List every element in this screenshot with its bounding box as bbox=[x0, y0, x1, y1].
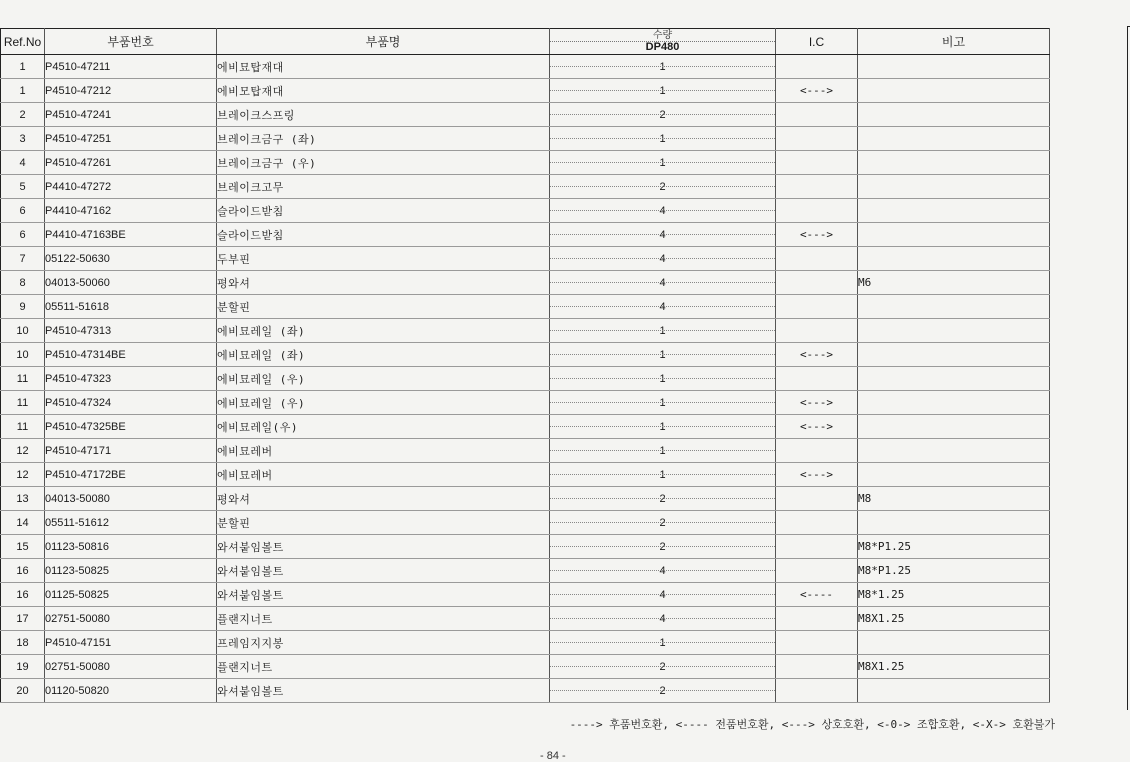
part-number-cell: P4510-47261 bbox=[45, 151, 217, 175]
quantity-cell bbox=[550, 151, 776, 175]
quantity-dotted-rule bbox=[550, 282, 775, 283]
interchange-cell bbox=[776, 271, 858, 295]
quantity-value: 1 bbox=[659, 637, 666, 649]
table-row bbox=[1, 151, 1050, 175]
part-name-cell: 와셔붙임볼트 bbox=[217, 583, 550, 607]
part-number-cell: 05511-51618 bbox=[45, 295, 217, 319]
part-name-cell: 에비묘레버 bbox=[217, 463, 550, 487]
quantity-dotted-rule bbox=[550, 138, 775, 139]
quantity-value: 4 bbox=[659, 589, 666, 601]
part-name-cell: 슬라이드받침 bbox=[217, 223, 550, 247]
quantity-dotted-rule bbox=[550, 306, 775, 307]
part-name-cell: 분할핀 bbox=[217, 295, 550, 319]
ref-no-cell: 3 bbox=[1, 127, 45, 151]
quantity-cell bbox=[550, 127, 776, 151]
part-name-cell: 에비묘레일(우) bbox=[217, 415, 550, 439]
interchange-cell bbox=[776, 103, 858, 127]
part-number-cell: P4510-47313 bbox=[45, 319, 217, 343]
part-number-cell: P4410-47163BE bbox=[45, 223, 217, 247]
quantity-cell bbox=[550, 415, 776, 439]
quantity-value: 1 bbox=[659, 373, 666, 385]
part-number-cell: P4510-47211 bbox=[45, 55, 217, 79]
interchange-cell bbox=[776, 295, 858, 319]
note-header: 비고 bbox=[858, 29, 1050, 55]
note-cell bbox=[858, 511, 1050, 535]
quantity-dotted-rule bbox=[550, 234, 775, 235]
quantity-value: 1 bbox=[659, 133, 666, 145]
quantity-dotted-rule bbox=[550, 90, 775, 91]
table-row bbox=[1, 607, 1050, 631]
quantity-dotted-rule bbox=[550, 498, 775, 499]
part-name-cell: 에비모탑재대 bbox=[217, 79, 550, 103]
note-cell bbox=[858, 319, 1050, 343]
ref-no-cell: 4 bbox=[1, 151, 45, 175]
interchange-legend: ----> 후품번호환, <---- 전품번호환, <---> 상호호환, <-0-> 조합호환, <-X-> 호환불가 bbox=[569, 718, 1055, 731]
ref-no-cell: 2 bbox=[1, 103, 45, 127]
part-name-cell: 에비묘레일 (우) bbox=[217, 367, 550, 391]
note-cell bbox=[858, 415, 1050, 439]
page-number: - 84 - bbox=[540, 750, 566, 762]
note-cell bbox=[858, 439, 1050, 463]
quantity-dotted-rule bbox=[550, 450, 775, 451]
table-row bbox=[1, 535, 1050, 559]
table-row bbox=[1, 391, 1050, 415]
quantity-dotted-rule bbox=[550, 354, 775, 355]
part-name-cell: 두부핀 bbox=[217, 247, 550, 271]
quantity-dotted-rule bbox=[550, 642, 775, 643]
quantity-dotted-rule bbox=[550, 522, 775, 523]
part-name-cell: 에비묘레일 (좌) bbox=[217, 343, 550, 367]
quantity-value: 4 bbox=[659, 613, 666, 625]
quantity-value: 4 bbox=[659, 253, 666, 265]
quantity-value: 2 bbox=[659, 685, 666, 697]
table-header-row bbox=[1, 29, 1050, 55]
ref-no-cell: 8 bbox=[1, 271, 45, 295]
table-row bbox=[1, 79, 1050, 103]
quantity-value: 2 bbox=[659, 493, 666, 505]
interchange-cell: <---> bbox=[776, 463, 858, 487]
quantity-cell bbox=[550, 631, 776, 655]
part-name-cell: 에비묘레버 bbox=[217, 439, 550, 463]
quantity-dotted-rule bbox=[550, 618, 775, 619]
ref-no-cell: 11 bbox=[1, 391, 45, 415]
quantity-value: 1 bbox=[659, 469, 666, 481]
table-row bbox=[1, 319, 1050, 343]
quantity-value: 4 bbox=[659, 229, 666, 241]
quantity-value: 1 bbox=[659, 61, 666, 73]
interchange-cell: <---> bbox=[776, 343, 858, 367]
note-cell bbox=[858, 151, 1050, 175]
note-cell bbox=[858, 463, 1050, 487]
quantity-value: 2 bbox=[659, 517, 666, 529]
table-row bbox=[1, 511, 1050, 535]
note-cell bbox=[858, 679, 1050, 703]
part-name-cell: 평와셔 bbox=[217, 271, 550, 295]
quantity-dotted-rule bbox=[550, 210, 775, 211]
note-cell: M8X1.25 bbox=[858, 607, 1050, 631]
quantity-dotted-rule bbox=[550, 186, 775, 187]
quantity-value: 1 bbox=[659, 349, 666, 361]
ref-no-cell: 18 bbox=[1, 631, 45, 655]
ref-no-cell: 14 bbox=[1, 511, 45, 535]
ref-no-cell: 16 bbox=[1, 559, 45, 583]
ref-no-cell: 1 bbox=[1, 79, 45, 103]
table-row bbox=[1, 103, 1050, 127]
interchange-cell bbox=[776, 151, 858, 175]
part-name-cell: 에비묘탑재대 bbox=[217, 55, 550, 79]
note-cell: M6 bbox=[858, 271, 1050, 295]
part-number-cell: 04013-50080 bbox=[45, 487, 217, 511]
part-name-cell: 플랜지너트 bbox=[217, 655, 550, 679]
quantity-cell bbox=[550, 439, 776, 463]
table-row bbox=[1, 127, 1050, 151]
part-number-cell: 04013-50060 bbox=[45, 271, 217, 295]
ref-no-header: Ref.No bbox=[1, 29, 45, 55]
part-name-cell: 플랜지너트 bbox=[217, 607, 550, 631]
ref-no-cell: 10 bbox=[1, 343, 45, 367]
note-cell: M8*1.25 bbox=[858, 583, 1050, 607]
quantity-label: 수량 bbox=[652, 30, 673, 41]
ref-no-cell: 17 bbox=[1, 607, 45, 631]
ref-no-cell: 15 bbox=[1, 535, 45, 559]
part-number-cell: P4510-47251 bbox=[45, 127, 217, 151]
interchange-cell: <---- bbox=[776, 583, 858, 607]
part-number-cell: P4510-47151 bbox=[45, 631, 217, 655]
note-cell bbox=[858, 199, 1050, 223]
note-cell bbox=[858, 223, 1050, 247]
table-row bbox=[1, 199, 1050, 223]
part-number-cell: P4510-47325BE bbox=[45, 415, 217, 439]
note-cell bbox=[858, 631, 1050, 655]
ref-no-cell: 10 bbox=[1, 319, 45, 343]
quantity-value: 2 bbox=[659, 661, 666, 673]
quantity-cell bbox=[550, 487, 776, 511]
quantity-cell bbox=[550, 391, 776, 415]
part-number-cell: P4510-47171 bbox=[45, 439, 217, 463]
quantity-cell bbox=[550, 679, 776, 703]
interchange-cell bbox=[776, 439, 858, 463]
note-cell: M8X1.25 bbox=[858, 655, 1050, 679]
quantity-dotted-rule bbox=[550, 330, 775, 331]
ref-no-cell: 12 bbox=[1, 439, 45, 463]
interchange-cell bbox=[776, 535, 858, 559]
ref-no-cell: 11 bbox=[1, 415, 45, 439]
interchange-cell bbox=[776, 175, 858, 199]
table-row bbox=[1, 415, 1050, 439]
quantity-cell bbox=[550, 175, 776, 199]
ref-no-cell: 13 bbox=[1, 487, 45, 511]
table-row bbox=[1, 223, 1050, 247]
quantity-cell bbox=[550, 223, 776, 247]
table-row bbox=[1, 295, 1050, 319]
quantity-dotted-rule bbox=[550, 378, 775, 379]
quantity-value: 2 bbox=[659, 109, 666, 121]
part-number-cell: P4510-47314BE bbox=[45, 343, 217, 367]
quantity-value: 1 bbox=[659, 445, 666, 457]
part-name-cell: 와셔붙임볼트 bbox=[217, 679, 550, 703]
part-name-cell: 분할핀 bbox=[217, 511, 550, 535]
quantity-value: 4 bbox=[659, 205, 666, 217]
quantity-cell bbox=[550, 247, 776, 271]
note-cell bbox=[858, 175, 1050, 199]
part-number-cell: 02751-50080 bbox=[45, 655, 217, 679]
part-name-cell: 에비묘레일 (우) bbox=[217, 391, 550, 415]
quantity-dotted-rule bbox=[550, 546, 775, 547]
quantity-value: 1 bbox=[659, 397, 666, 409]
ref-no-cell: 7 bbox=[1, 247, 45, 271]
ref-no-cell: 16 bbox=[1, 583, 45, 607]
quantity-value: 1 bbox=[659, 85, 666, 97]
part-number-header: 부품번호 bbox=[45, 29, 217, 55]
quantity-dotted-rule bbox=[550, 114, 775, 115]
quantity-cell bbox=[550, 55, 776, 79]
interchange-cell bbox=[776, 127, 858, 151]
part-name-cell: 브레이크금구 (좌) bbox=[217, 127, 550, 151]
part-name-cell: 브레이크고무 bbox=[217, 175, 550, 199]
ref-no-cell: 9 bbox=[1, 295, 45, 319]
part-name-cell: 브레이크스프링 bbox=[217, 103, 550, 127]
quantity-cell bbox=[550, 607, 776, 631]
interchange-cell bbox=[776, 199, 858, 223]
table-row bbox=[1, 679, 1050, 703]
quantity-cell bbox=[550, 343, 776, 367]
part-name-cell: 슬라이드받침 bbox=[217, 199, 550, 223]
interchange-cell bbox=[776, 655, 858, 679]
quantity-cell bbox=[550, 367, 776, 391]
note-cell bbox=[858, 247, 1050, 271]
table-row bbox=[1, 367, 1050, 391]
interchange-cell bbox=[776, 631, 858, 655]
quantity-cell bbox=[550, 559, 776, 583]
part-number-cell: P4510-47212 bbox=[45, 79, 217, 103]
quantity-dotted-rule bbox=[550, 258, 775, 259]
note-cell: M8*P1.25 bbox=[858, 535, 1050, 559]
quantity-cell bbox=[550, 463, 776, 487]
quantity-cell bbox=[550, 511, 776, 535]
part-number-cell: P4510-47172BE bbox=[45, 463, 217, 487]
interchange-cell bbox=[776, 367, 858, 391]
interchange-cell bbox=[776, 607, 858, 631]
ref-no-cell: 5 bbox=[1, 175, 45, 199]
quantity-cell bbox=[550, 535, 776, 559]
note-cell bbox=[858, 295, 1050, 319]
table-row bbox=[1, 655, 1050, 679]
ref-no-cell: 19 bbox=[1, 655, 45, 679]
note-cell bbox=[858, 103, 1050, 127]
quantity-cell bbox=[550, 583, 776, 607]
table-row bbox=[1, 583, 1050, 607]
part-number-cell: 01120-50820 bbox=[45, 679, 217, 703]
table-row bbox=[1, 55, 1050, 79]
quantity-cell bbox=[550, 199, 776, 223]
part-number-cell: P4510-47241 bbox=[45, 103, 217, 127]
part-name-header: 부품명 bbox=[217, 29, 550, 55]
note-cell bbox=[858, 127, 1050, 151]
interchange-cell bbox=[776, 319, 858, 343]
quantity-cell bbox=[550, 319, 776, 343]
interchange-cell bbox=[776, 511, 858, 535]
interchange-cell: <---> bbox=[776, 223, 858, 247]
model-label: DP480 bbox=[645, 41, 680, 53]
interchange-cell bbox=[776, 55, 858, 79]
part-number-cell: 05511-51612 bbox=[45, 511, 217, 535]
interchange-cell bbox=[776, 247, 858, 271]
quantity-value: 2 bbox=[659, 181, 666, 193]
note-cell bbox=[858, 367, 1050, 391]
ref-no-cell: 6 bbox=[1, 199, 45, 223]
quantity-value: 1 bbox=[659, 325, 666, 337]
quantity-value: 1 bbox=[659, 421, 666, 433]
quantity-value: 4 bbox=[659, 301, 666, 313]
table-row bbox=[1, 271, 1050, 295]
quantity-dotted-rule bbox=[550, 66, 775, 67]
table-row bbox=[1, 463, 1050, 487]
ref-no-cell: 20 bbox=[1, 679, 45, 703]
ref-no-cell: 1 bbox=[1, 55, 45, 79]
ref-no-cell: 12 bbox=[1, 463, 45, 487]
part-name-cell: 에비묘레일 (좌) bbox=[217, 319, 550, 343]
interchange-cell bbox=[776, 679, 858, 703]
part-number-cell: P4510-47324 bbox=[45, 391, 217, 415]
part-number-cell: 01123-50816 bbox=[45, 535, 217, 559]
quantity-dotted-rule bbox=[550, 666, 775, 667]
quantity-cell bbox=[550, 103, 776, 127]
table-row bbox=[1, 343, 1050, 367]
quantity-dotted-rule bbox=[550, 570, 775, 571]
table-row bbox=[1, 559, 1050, 583]
quantity-dotted-rule bbox=[550, 162, 775, 163]
note-cell: M8 bbox=[858, 487, 1050, 511]
interchange-header: I.C bbox=[776, 29, 858, 55]
table-row bbox=[1, 487, 1050, 511]
ref-no-cell: 6 bbox=[1, 223, 45, 247]
quantity-divider bbox=[550, 41, 775, 42]
parts-table bbox=[0, 28, 1050, 703]
note-cell bbox=[858, 391, 1050, 415]
part-name-cell: 와셔붙임볼트 bbox=[217, 559, 550, 583]
interchange-cell: <---> bbox=[776, 79, 858, 103]
quantity-cell bbox=[550, 79, 776, 103]
note-cell bbox=[858, 55, 1050, 79]
part-name-cell: 프레임지지봉 bbox=[217, 631, 550, 655]
interchange-cell: <---> bbox=[776, 391, 858, 415]
quantity-value: 1 bbox=[659, 157, 666, 169]
part-name-cell: 와셔붙임볼트 bbox=[217, 535, 550, 559]
quantity-value: 2 bbox=[659, 541, 666, 553]
table-row bbox=[1, 247, 1050, 271]
part-number-cell: P4410-47162 bbox=[45, 199, 217, 223]
table-body bbox=[1, 55, 1050, 703]
note-cell: M8*P1.25 bbox=[858, 559, 1050, 583]
quantity-cell bbox=[550, 295, 776, 319]
interchange-cell bbox=[776, 487, 858, 511]
part-number-cell: 01125-50825 bbox=[45, 583, 217, 607]
parts-list-sheet bbox=[0, 28, 1050, 703]
quantity-cell bbox=[550, 271, 776, 295]
part-name-cell: 평와셔 bbox=[217, 487, 550, 511]
quantity-dotted-rule bbox=[550, 426, 775, 427]
quantity-cell bbox=[550, 655, 776, 679]
quantity-dotted-rule bbox=[550, 474, 775, 475]
table-row bbox=[1, 175, 1050, 199]
interchange-cell bbox=[776, 559, 858, 583]
interchange-cell: <---> bbox=[776, 415, 858, 439]
quantity-dotted-rule bbox=[550, 690, 775, 691]
table-row bbox=[1, 631, 1050, 655]
note-cell bbox=[858, 343, 1050, 367]
ref-no-cell: 11 bbox=[1, 367, 45, 391]
table-row bbox=[1, 439, 1050, 463]
note-cell bbox=[858, 79, 1050, 103]
part-number-cell: 02751-50080 bbox=[45, 607, 217, 631]
quantity-header bbox=[550, 29, 776, 55]
part-number-cell: 01123-50825 bbox=[45, 559, 217, 583]
quantity-dotted-rule bbox=[550, 402, 775, 403]
part-number-cell: 05122-50630 bbox=[45, 247, 217, 271]
part-number-cell: P4410-47272 bbox=[45, 175, 217, 199]
quantity-dotted-rule bbox=[550, 594, 775, 595]
quantity-value: 4 bbox=[659, 565, 666, 577]
part-name-cell: 브레이크금구 (우) bbox=[217, 151, 550, 175]
part-number-cell: P4510-47323 bbox=[45, 367, 217, 391]
quantity-value: 4 bbox=[659, 277, 666, 289]
